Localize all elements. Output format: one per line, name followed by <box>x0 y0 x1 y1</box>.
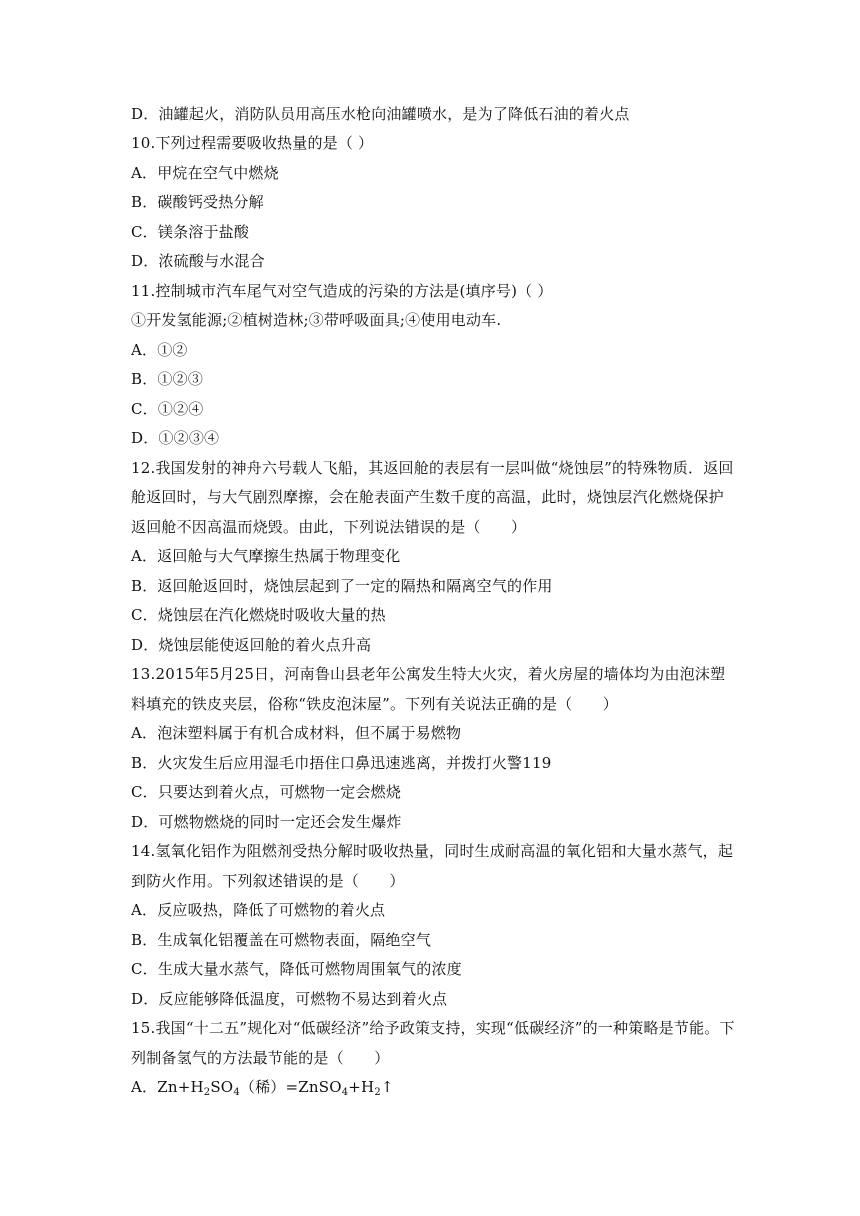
q11-stem: 11.控制城市汽车尾气对空气造成的污染的方法是(填序号)（ ） <box>131 282 553 300</box>
q10-option-b: B．碳酸钙受热分解 <box>131 193 264 211</box>
q11-option-c: C．①②④ <box>131 400 204 418</box>
q12-option-b: B．返回舱返回时，烧蚀层起到了一定的隔热和隔离空气的作用 <box>131 577 553 595</box>
formula-subscript: 4 <box>233 1087 240 1098</box>
q13-option-c: C．只要达到着火点，可燃物一定会燃烧 <box>131 783 402 801</box>
formula-part: （稀）=ZnSO <box>239 1078 342 1096</box>
q12-option-d: D．烧蚀层能使返回舱的着火点升高 <box>131 636 372 654</box>
q15-stem-line1: 15.我国“十二五”规化对“低碳经济”给予政策支持，实现“低碳经济”的一种策略是节能。下 <box>131 1019 735 1037</box>
q12-option-c: C．烧蚀层在汽化燃烧时吸收大量的热 <box>131 606 386 624</box>
q13-stem-line2: 料填充的铁皮夹层，俗称“铁皮泡沫屋”。下列有关说法正确的是（ ） <box>131 695 618 713</box>
q13-option-b: B．火灾发生后应用湿毛巾捂住口鼻迅速逃离，并拨打火警119 <box>131 754 552 772</box>
formula-prefix: A．Zn+H <box>131 1078 204 1096</box>
q12-stem-line2: 舱返回时，与大气剧烈摩擦，会在舱表面产生数千度的高温，此时，烧蚀层汽化燃烧保护 <box>131 488 724 506</box>
q12-stem-line3: 返回舱不因高温而烧毁。由此，下列说法错误的是（ ） <box>131 518 527 536</box>
q11-choices: ①开发氢能源;②植树造林;③带呼吸面具;④使用电动车. <box>131 311 502 329</box>
q12-option-a: A．返回舱与大气摩擦生热属于物理变化 <box>131 547 401 565</box>
q14-option-a: A．反应吸热，降低了可燃物的着火点 <box>131 901 386 919</box>
q15-stem-line2: 列制备氢气的方法最节能的是（ ） <box>131 1049 390 1067</box>
q10-stem: 10.下列过程需要吸收热量的是（ ） <box>131 134 374 152</box>
formula-subscript: 2 <box>374 1087 381 1098</box>
formula-part: +H <box>348 1078 375 1096</box>
q10-option-a: A．甲烷在空气中燃烧 <box>131 164 279 182</box>
q13-option-a: A．泡沫塑料属于有机合成材料，但不属于易燃物 <box>131 724 462 742</box>
q13-option-d: D．可燃物燃烧的同时一定还会发生爆炸 <box>131 813 402 831</box>
q14-option-d: D．反应能够降低温度，可燃物不易达到着火点 <box>131 990 448 1008</box>
gas-arrow: ↑ <box>380 1078 394 1096</box>
q13-stem-line1: 13.2015年5月25日，河南鲁山县老年公寓发生特大火灾，着火房屋的墙体均为由泡沫塑 <box>131 665 726 683</box>
q10-option-d: D．浓硫酸与水混合 <box>131 252 265 270</box>
q14-stem-line1: 14.氢氧化铝作为阻燃剂受热分解时吸收热量，同时生成耐高温的氧化铝和大量水蒸气，起 <box>131 842 734 860</box>
q9-option-d: D．油罐起火，消防队员用高压水枪向油罐喷水，是为了降低石油的着火点 <box>131 105 630 123</box>
q14-option-b: B．生成氧化铝覆盖在可燃物表面，隔绝空气 <box>131 931 432 949</box>
q11-option-a: A．①② <box>131 341 188 359</box>
q14-stem-line2: 到防火作用。下列叙述错误的是（ ） <box>131 872 405 890</box>
q15-option-a <box>131 1077 741 1097</box>
formula-part: SO <box>210 1078 234 1096</box>
q12-stem-line1: 12.我国发射的神舟六号载人飞船，其返回舱的表层有一层叫做“烧蚀层”的特殊物质．返回 <box>131 459 734 477</box>
q14-option-c: C．生成大量水蒸气，降低可燃物周围氧气的浓度 <box>131 960 462 978</box>
q11-option-b: B．①②③ <box>131 370 204 388</box>
q11-option-d: D．①②③④ <box>131 429 220 447</box>
formula-subscript: 2 <box>203 1087 211 1098</box>
formula-subscript: 4 <box>341 1087 349 1098</box>
q10-option-c: C．镁条溶于盐酸 <box>131 223 250 241</box>
